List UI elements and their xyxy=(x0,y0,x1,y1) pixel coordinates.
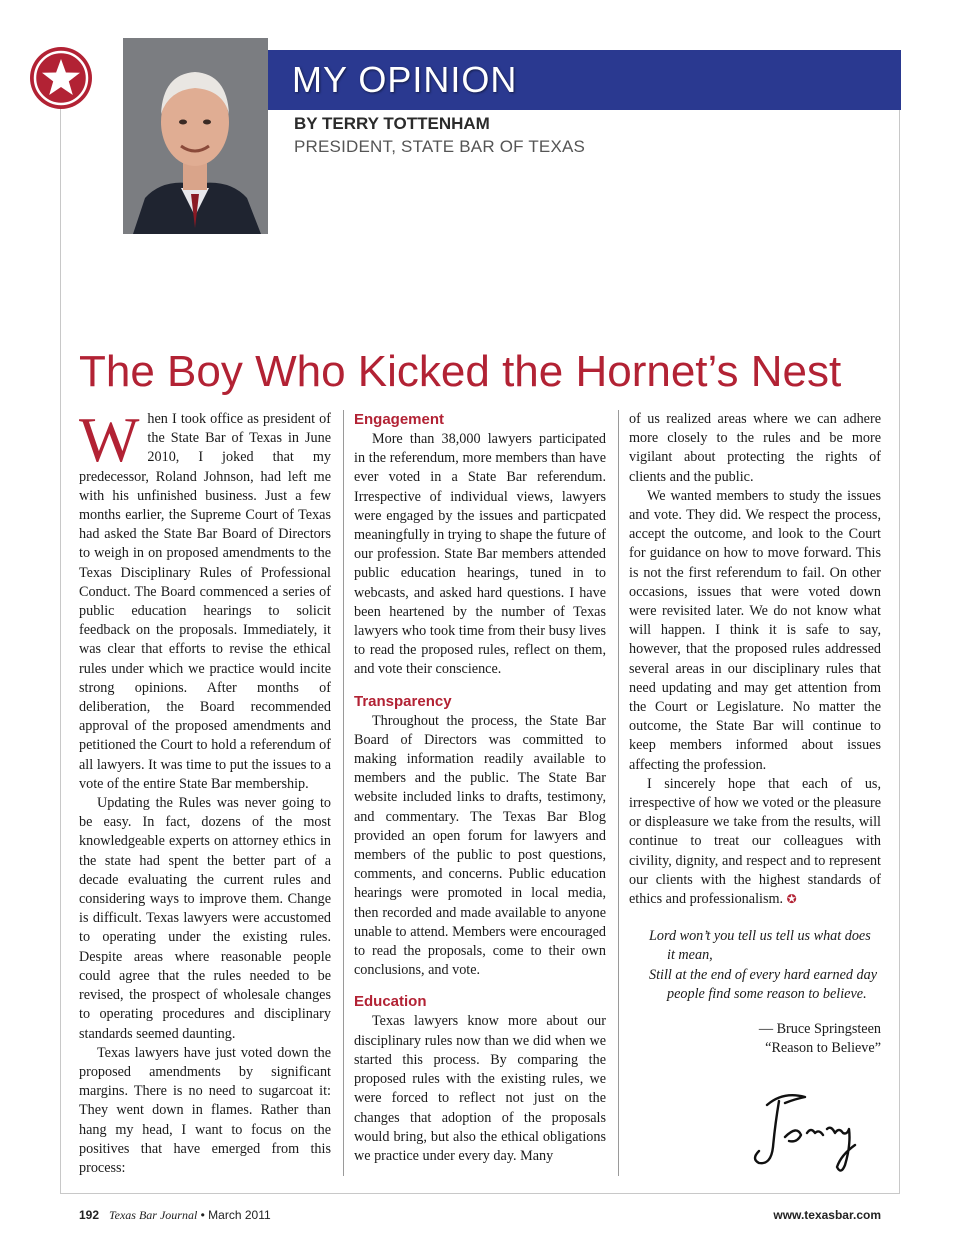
page-number: 192 xyxy=(79,1208,100,1222)
attribution-song: “Reason to Believe” xyxy=(765,1040,881,1057)
quote-line: Still at the end of every hard earned day xyxy=(649,966,877,983)
author-photo xyxy=(123,38,268,234)
paragraph: Throughout the process, the State Bar Board of Directors was committed to making information readily available to members and the public. The State Bar website included links to drafts, testimony, and commentary. The Texas Bar Blog provided an open forum for lawyers and members of the public to post questions, comments, and concerns. Public education hearings were promoted in local media, then recorded and made available to anyone unable to attend. Members were encouraged to read the proposals, come to their own conclusions, and vote. xyxy=(354,712,606,979)
article-column-1 xyxy=(79,404,331,1178)
article-headline: The Boy Who Kicked the Hornet’s Nest xyxy=(79,347,842,396)
section-title: MY OPINION xyxy=(292,59,518,100)
byline: BY TERRY TOTTENHAM xyxy=(294,114,490,133)
quote-line: people find some reason to believe. xyxy=(667,985,867,1002)
article-column-2 xyxy=(354,410,606,1166)
star-seal-icon xyxy=(29,46,93,110)
paragraph: Texas lawyers have just voted down the proposed amendments by significant margins. There is no need to sugarcoat it: They went down in flames. Rather than hang my head, I want to focus on the positives that have emerged from this process: xyxy=(79,1044,331,1176)
drop-cap: W xyxy=(79,404,140,475)
author-portrait-icon xyxy=(123,38,268,234)
footer-separator: • xyxy=(200,1208,205,1222)
section-banner xyxy=(268,50,901,110)
song-quote xyxy=(629,927,881,1004)
paragraph: More than 38,000 lawyers participated in the referendum, more members than have ever voted in a State Bar referendum. Irrespective of individual views, lawyers were engaged by the issues and particpated meaningfully in trying to shape the future of our profession. State Bar members attended public education hearings, tuned in to webcasts, and asked hard questions. I have been heartened by the number of Texas lawyers who took time from their busy lives to read the proposed rules, reflect on them, and vote their conscience. xyxy=(354,431,606,678)
column-divider xyxy=(343,410,344,1176)
paragraph: Texas lawyers know more about our disciplinary rules now than we did when we started this process. By comparing the proposed rules with the existing rules, we were forced to reflect not just on the changes that adoption of the proposals would bring, but also the ethical obligations we practice under every day. Many xyxy=(354,1013,606,1164)
quote-line: it mean, xyxy=(667,947,713,964)
column-divider xyxy=(618,410,619,1176)
paragraph: I sincerely hope that each of us, irrespective of how we voted or the pleasure or displeasure we take from the results, will continue to treat our colleagues with civility, dignity, and respect and to represent our clients with the highest standards of ethics and professionalism. ✪ xyxy=(629,775,881,908)
section-heading: Engagement xyxy=(354,411,445,428)
paragraph: of us realized areas where we can adhere more closely to the rules and be more vigilant about protecting the rights of clients and the public. xyxy=(629,411,881,485)
paragraph: When I took office as president of the State Bar of Texas in June 2010, I joked that my predecessor, Roland Johnson, had left me with his unfinished business. Just a few months earlier, the Supreme Court of Texas had asked the State Bar Board of Directors to weigh in on proposed amendments to the Texas Disciplinary Rules of Professional Conduct. The Board commenced a series of public education hearings to solicit feedback on the proposals. Immediately, it was clear that efforts to revise the ethical rules under which we practice would incite strong opinions. After months of deliberation, the Board recommended approval of the proposed amendments and petitioned the Court to hold a referendum of all lawyers. It was time to put the issues to a vote of the entire State Bar membership. xyxy=(79,404,331,792)
section-heading: Education xyxy=(354,993,427,1011)
journal-name: Texas Bar Journal xyxy=(109,1208,198,1222)
quote-line: Lord won’t you tell us tell us what does xyxy=(649,928,871,945)
signature xyxy=(745,1085,885,1180)
quote-attribution xyxy=(629,1020,881,1058)
issue-date: March 2011 xyxy=(208,1208,271,1222)
end-star-icon: ✪ xyxy=(786,892,797,907)
paragraph: We wanted members to study the issues and vote. They did. We respect the process, accept the outcome, and look to the Court for guidance on how to move forward. This is not the first referendum to fail. On other occasions, issues that were voted down were revisited later. We do not know what will happen. I think it is safe to say, however, that the proposed rules addressed several areas in our disciplinary rules that need updating and may get attention from the Court or Legislature. No matter the outcome, the State Bar will continue to keep members informed about issues affecting the profession. xyxy=(629,487,881,773)
article-column-3 xyxy=(629,410,881,1059)
footer-left xyxy=(79,1208,271,1223)
author-title: PRESIDENT, STATE BAR OF TEXAS xyxy=(294,137,586,156)
attribution-name: — Bruce Springsteen xyxy=(758,1021,881,1038)
paragraph: Updating the Rules was never going to be easy. In fact, dozens of the most knowledgeable experts on attorney ethics in the state had spent the better part of a decade evaluating the current rules and considering ways to improve them. Change is difficult. Texas lawyers were accustomed to operating under the existing rules. Despite areas where reasonable people could agree that the rules needed to be revised, the prospect of wholesale changes to operating procedures and disciplinary standards seemed daunting. xyxy=(79,795,331,1042)
section-heading: Transparency xyxy=(354,692,452,710)
website-url[interactable]: www.texasbar.com xyxy=(773,1208,881,1222)
